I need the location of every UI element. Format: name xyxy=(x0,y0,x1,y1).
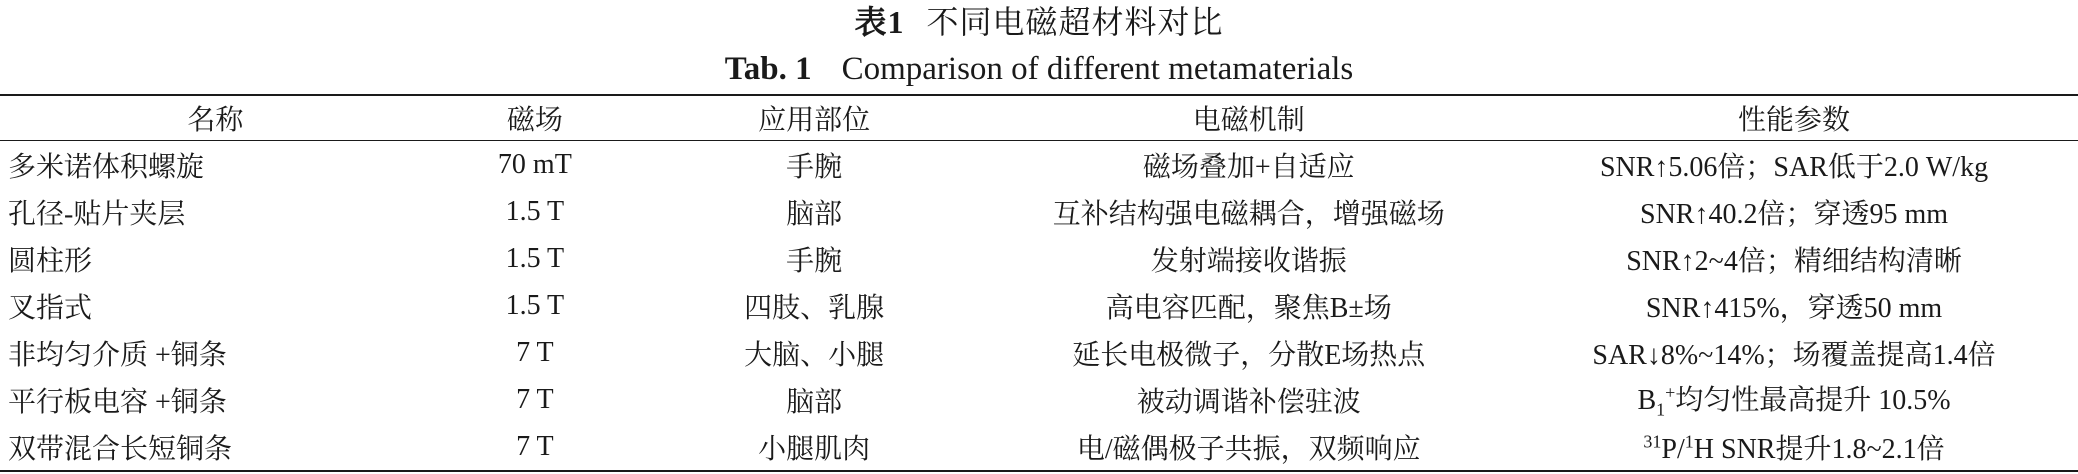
table-row xyxy=(0,188,2078,235)
header-name: 名称 xyxy=(187,105,244,136)
table-row xyxy=(0,282,2078,329)
header-mechanism: 电磁机制 xyxy=(1192,105,1305,136)
cell-site: 脑部 xyxy=(786,198,843,230)
cell-name: 圆柱形 xyxy=(8,245,93,277)
isotope-superscript-p: 31 xyxy=(1643,431,1662,452)
performance-text: H SNR提升1.8~2.1倍 xyxy=(1693,433,1945,465)
performance-text: 均匀性最高提升 10.5% xyxy=(1675,385,1951,417)
table-row xyxy=(0,141,2078,189)
cell-site: 小腿肌肉 xyxy=(758,433,871,465)
cell-performance: SNR↑2~4倍；精细结构清晰 xyxy=(1626,245,1962,277)
cell-performance: SNR↑5.06倍；SAR低于2.0 W/kg xyxy=(1599,151,1989,183)
cell-field: 1.5 T xyxy=(505,195,565,227)
cell-performance xyxy=(1510,423,2078,471)
cell-site: 手腕 xyxy=(786,245,843,277)
cell-site: 脑部 xyxy=(786,386,843,418)
table-row xyxy=(0,423,2078,471)
b-field-subscript: 1 xyxy=(1656,399,1666,420)
isotope-superscript-h: 1 xyxy=(1684,431,1694,452)
metamaterials-table xyxy=(0,94,2078,472)
table-title-en: Comparison of different metamaterials xyxy=(841,51,1354,87)
table-row xyxy=(0,235,2078,282)
cell-field: 1.5 T xyxy=(505,289,565,321)
b-field-superscript: + xyxy=(1665,382,1676,403)
cell-performance: SNR↑40.2倍；穿透95 mm xyxy=(1640,198,1949,230)
cell-name: 多米诺体积螺旋 xyxy=(8,151,205,183)
cell-field: 1.5 T xyxy=(505,242,565,274)
table-row xyxy=(0,376,2078,423)
cell-field: 7 T xyxy=(516,336,554,368)
cell-mechanism: 延长电极微子，分散E场热点 xyxy=(1072,339,1426,371)
header-performance: 性能参数 xyxy=(1738,105,1851,136)
header-site: 应用部位 xyxy=(758,105,871,136)
table-title-cn: 不同电磁超材料对比 xyxy=(926,4,1224,40)
table-caption-english xyxy=(0,48,2078,90)
cell-mechanism: 高电容匹配，聚焦B±场 xyxy=(1105,292,1392,324)
cell-name: 非均匀介质 +铜条 xyxy=(8,339,227,371)
cell-mechanism: 磁场叠加+自适应 xyxy=(1142,151,1355,183)
cell-name: 叉指式 xyxy=(8,292,93,324)
table-header-row xyxy=(0,95,2078,141)
cell-performance: SNR↑415%，穿透50 mm xyxy=(1645,292,1943,324)
cell-mechanism: 被动调谐补偿驻波 xyxy=(1136,386,1361,418)
table-caption-chinese xyxy=(0,2,2078,42)
cell-mechanism: 发射端接收谐振 xyxy=(1150,245,1347,277)
cell-site: 四肢、乳腺 xyxy=(744,292,885,324)
table-row xyxy=(0,329,2078,376)
cell-field: 7 T xyxy=(516,383,554,415)
header-field: 磁场 xyxy=(506,105,563,136)
b-field-symbol: B xyxy=(1637,385,1657,417)
cell-field: 7 T xyxy=(516,430,554,462)
cell-performance: SAR↓8%~14%；场覆盖提高1.4倍 xyxy=(1592,339,1996,371)
table-label-en: Tab. 1 xyxy=(724,51,812,87)
cell-name: 双带混合长短铜条 xyxy=(8,433,233,465)
cell-field: 70 mT xyxy=(497,148,572,180)
cell-mechanism: 电/磁偶极子共振，双频响应 xyxy=(1076,433,1421,465)
phosphorus-symbol: P/ xyxy=(1661,433,1685,465)
cell-name: 平行板电容 +铜条 xyxy=(8,386,227,418)
cell-mechanism: 互补结构强电磁耦合，增强磁场 xyxy=(1052,198,1445,230)
cell-name: 孔径-贴片夹层 xyxy=(8,198,186,230)
cell-performance xyxy=(1510,376,2078,423)
table-label-cn: 表1 xyxy=(854,4,905,40)
cell-site: 手腕 xyxy=(786,151,843,183)
cell-site: 大脑、小腿 xyxy=(744,339,885,371)
